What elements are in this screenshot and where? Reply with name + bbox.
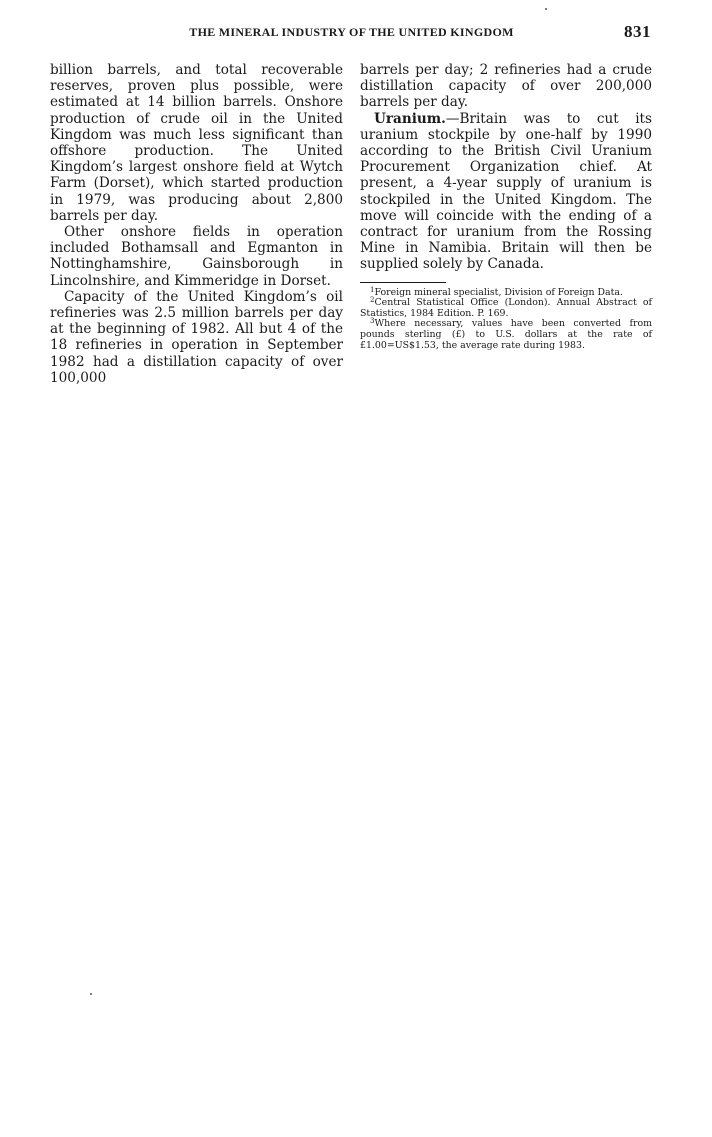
body-paragraph: barrels per day; 2 refineries had a crude distillation capacity of over 200,000 barrels per day.: [360, 62, 652, 111]
right-column: [360, 62, 652, 351]
footnotes: [360, 285, 652, 352]
footnote-text: Foreign mineral specialist, Division of Foreign Data.: [374, 286, 623, 298]
uranium-text: Britain was to cut its uranium stockpile by one-half by 1990 according to the British Civil Uranium Procurement Organization chief. At present, a 4-year supply of uranium is stockpiled in the United Kingdom. The move will coincide with the ending of a contract for uranium from the Rossing Mine in Namibia. Britain will then be supplied solely by Canada.: [360, 110, 652, 273]
left-column: [50, 62, 343, 386]
page-header: [50, 22, 653, 44]
footnote-mark: 2: [370, 296, 375, 305]
footnote: [360, 298, 652, 319]
footnote-text: Central Statistical Office (London). Annual Abstract of Statistics, 1984 Edition. P. 169.: [360, 297, 652, 319]
body-paragraph: Capacity of the United Kingdom’s oil refineries was 2.5 million barrels per day at the beginning of 1982. All but 4 of the 18 refineries in operation in September 1982 had a distillation capacity of over 100,000: [50, 288, 343, 386]
body-paragraph: billion barrels, and total recoverable reserves, proven plus possible, were estimated at 14 billion barrels. Onshore production of crude oil in the United Kingdom was much less significant than offshore production. The United Kingdom’s largest onshore field at Wytch Farm (Dorset), which started production in 1979, was producing about 2,800 barrels per day.: [50, 62, 343, 224]
footnote-text: Where necessary, values have been converted from pounds sterling (£) to U.S. dollars at the rate of £1.00=US$1.53, the average rate during 1983.: [360, 318, 652, 351]
section-heading-uranium: Uranium.: [374, 110, 446, 127]
em-dash: —: [445, 110, 460, 127]
scan-speck: [90, 993, 92, 995]
footnote-rule: [360, 282, 446, 283]
footnote-mark: 1: [370, 285, 375, 294]
page-number: 831: [624, 22, 651, 41]
footnote: [360, 319, 652, 351]
footnote-mark: 3: [370, 317, 375, 326]
scan-speck: [545, 8, 547, 10]
body-paragraph: Other onshore fields in operation included Bothamsall and Egmanton in Nottinghamshire, Gainsborough in Lincolnshire, and Kimmeridge in Dorset.: [50, 224, 343, 289]
running-head: THE MINERAL INDUSTRY OF THE UNITED KINGDOM: [189, 25, 514, 39]
uranium-paragraph: [360, 111, 652, 273]
